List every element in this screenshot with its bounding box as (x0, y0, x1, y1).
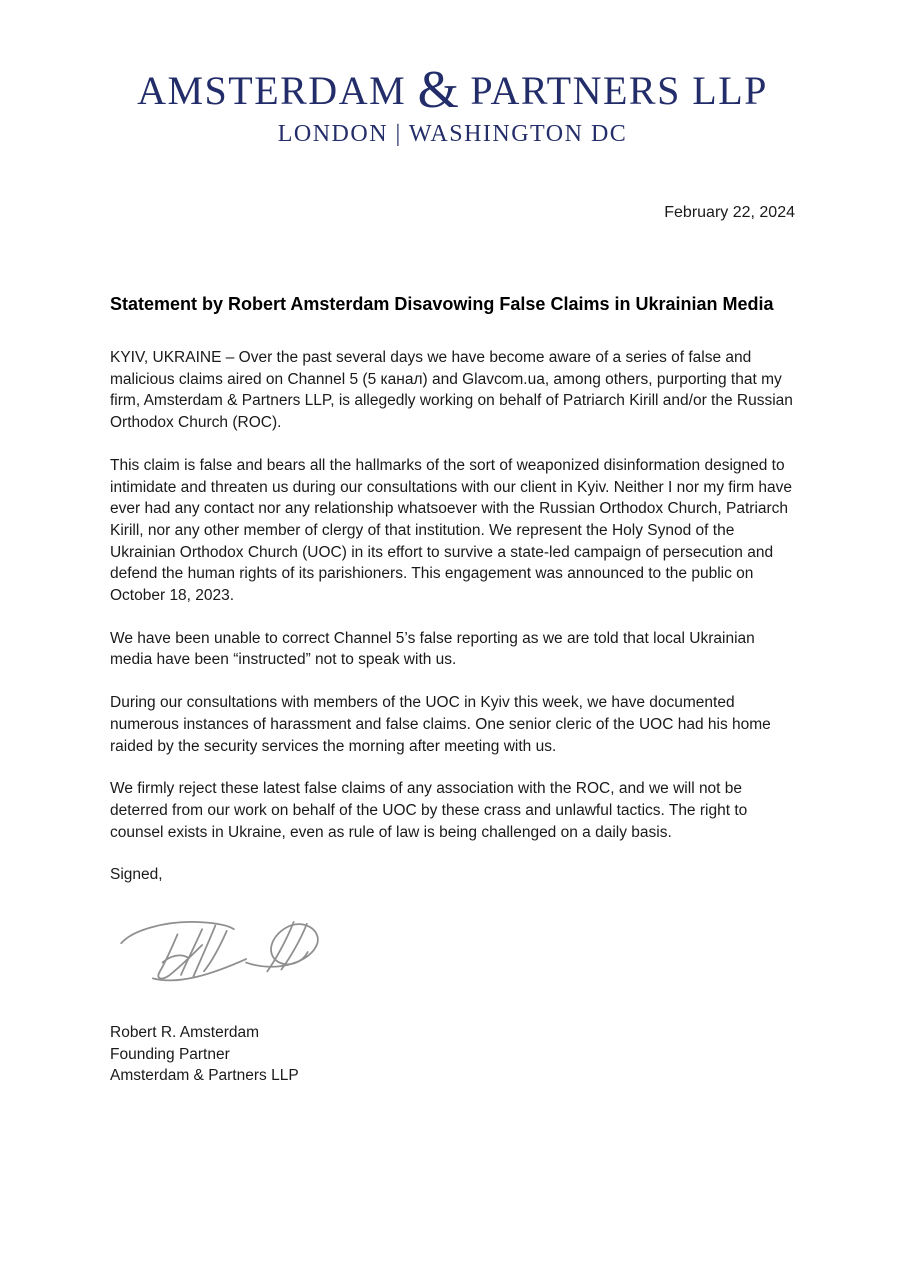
letter-date: February 22, 2024 (664, 204, 795, 221)
signature-scribble-icon (114, 908, 329, 996)
letter-paragraph-5: We firmly reject these latest false claims of any association with the ROC, and we will not be deterred from our work on behalf of the UOC by these crass and unlawful tactics. The right to counsel exists in Ukraine, even as rule of law is being challenged on a daily basis. (110, 780, 748, 841)
letter-title: Statement by Robert Amsterdam Disavowing False Claims in Ukrainian Media (110, 294, 774, 314)
signoff-name: Robert R. Amsterdam (110, 1024, 260, 1042)
firm-locations: LONDON | WASHINGTON DC (277, 121, 628, 147)
letter-paragraph-3: We have been unable to correct Channel 5’s false reporting as we are told that local Ukrainian media have been “instructed” not to speak with us. (110, 629, 755, 669)
letterhead (110, 0, 795, 148)
signoff-firm: Amsterdam & Partners LLP (110, 1067, 299, 1085)
firm-name-right: PARTNERS LLP (470, 68, 768, 113)
signoff-role: Founding Partner (110, 1045, 230, 1063)
signature-robert-amsterdam (114, 908, 329, 996)
letter-paragraph-4: During our consultations with members of the UOC in Kyiv this week, we have documented numerous instances of harassment and false claims. One senior cleric of the UOC had his home raided by the security services the morning after meeting with us. (110, 694, 771, 755)
closing-word: Signed, (110, 866, 163, 884)
letter-paragraph-2: This claim is false and bears all the hallmarks of the sort of weaponized disinformation designed to intimidate and threaten us during our consultations with our client in Kyiv. Neither I nor my firm have ever had any contact nor any relationship whatsoever with the Russian Orthodox Church, Patriarch Kirill, nor any other member of clergy of that institution. We represent the Holy Synod of the Ukrainian Orthodox Church (UOC) in its effort to survive a state-led campaign of persecution and defend the human rights of its parishioners. This engagement was announced to the public on October 18, 2023. (110, 456, 793, 605)
firm-ampersand: & (417, 61, 459, 119)
signoff-block (110, 1022, 795, 1087)
letter-paragraph-1: KYIV, UKRAINE – Over the past several days we have become aware of a series of false and malicious claims aired on Channel 5 (5 канал) and Glavcom.ua, among others, purporting that my firm, Amsterdam & Partners LLP, is allegedly working on behalf of Patriarch Kirill and/or the Russian Orthodox Church (ROC). (110, 349, 793, 432)
firm-name-left: AMSTERDAM (137, 68, 407, 113)
letter-body (110, 347, 795, 886)
firm-name (110, 61, 795, 119)
